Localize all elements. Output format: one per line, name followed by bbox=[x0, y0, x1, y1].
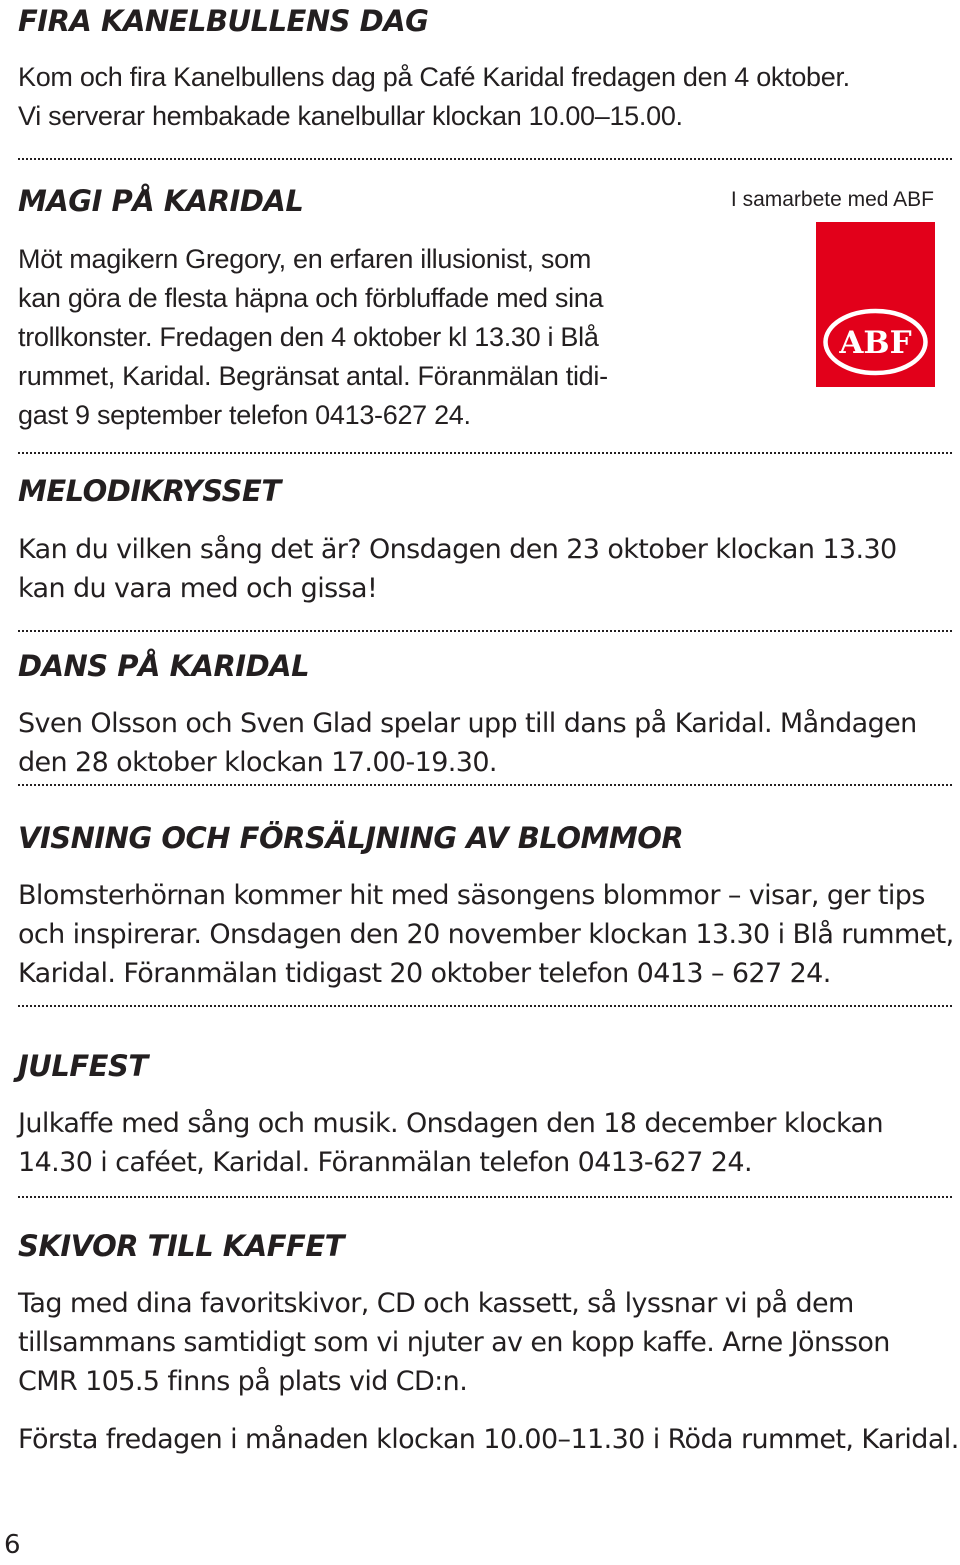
section-heading-melodikrysset: MELODIKRYSSET bbox=[18, 474, 281, 508]
body-line: Julkaffe med sång och musik. Onsdagen den 18 december klockan bbox=[18, 1108, 884, 1139]
body-line: Vi serverar hembakade kanelbullar klockan 10.00–15.00. bbox=[18, 101, 683, 131]
body-line: och inspirerar. Onsdagen den 20 november klockan 13.30 i Blå rummet, bbox=[18, 919, 954, 950]
body-line: tillsammans samtidigt som vi njuter av en kopp kaffe. Arne Jönsson bbox=[18, 1327, 890, 1358]
section-heading-blommor: VISNING OCH FÖRSÄLJNING AV BLOMMOR bbox=[18, 821, 684, 855]
body-line: kan göra de flesta häpna och förbluffade med sina bbox=[18, 283, 604, 313]
body-line: kan du vara med och gissa! bbox=[18, 573, 378, 604]
abf-logo bbox=[816, 222, 935, 387]
dotted-divider bbox=[18, 630, 952, 632]
section-heading-magi: MAGI PÅ KARIDAL bbox=[18, 184, 304, 218]
body-line: Sven Olsson och Sven Glad spelar upp till dans på Karidal. Måndagen bbox=[18, 708, 917, 739]
abf-logo-background bbox=[816, 222, 935, 387]
section-body-melodikrysset bbox=[18, 530, 897, 608]
body-line: rummet, Karidal. Begränsat antal. Föranmälan tidi- bbox=[18, 361, 608, 391]
body-line: trollkonster. Fredagen den 4 oktober kl 13.30 i Blå bbox=[18, 322, 599, 352]
section-heading-julfest: JULFEST bbox=[18, 1049, 148, 1083]
body-line: Tag med dina favoritskivor, CD och kassett, så lyssnar vi på dem bbox=[18, 1288, 854, 1319]
body-line: 14.30 i caféet, Karidal. Föranmälan telefon 0413-627 24. bbox=[18, 1147, 752, 1178]
section-body-skivor bbox=[18, 1284, 890, 1401]
dotted-divider bbox=[18, 452, 952, 454]
body-line: CMR 105.5 finns på plats vid CD:n. bbox=[18, 1366, 468, 1397]
section-body-kanelbullens-dag bbox=[18, 58, 850, 136]
section-extra-line-skivor: Första fredagen i månaden klockan 10.00–11.30 i Röda rummet, Karidal. bbox=[18, 1424, 959, 1455]
body-line: gast 9 september telefon 0413-627 24. bbox=[18, 400, 471, 430]
section-body-magi bbox=[18, 240, 608, 435]
page-number: 6 bbox=[4, 1530, 21, 1560]
section-heading-dans: DANS PÅ KARIDAL bbox=[18, 649, 310, 683]
dotted-divider bbox=[18, 1005, 952, 1007]
dotted-divider bbox=[18, 158, 952, 160]
dotted-divider bbox=[18, 784, 952, 786]
section-heading-skivor: SKIVOR TILL KAFFET bbox=[18, 1229, 344, 1263]
section-heading-kanelbullens-dag: FIRA KANELBULLENS DAG bbox=[18, 4, 429, 38]
section-body-dans bbox=[18, 704, 917, 782]
body-line: Möt magikern Gregory, en erfaren illusionist, som bbox=[18, 244, 592, 274]
body-line: Blomsterhörnan kommer hit med säsongens blommor – visar, ger tips bbox=[18, 880, 925, 911]
partner-caption: I samarbete med ABF bbox=[730, 188, 934, 211]
body-line: Kan du vilken sång det är? Onsdagen den 23 oktober klockan 13.30 bbox=[18, 534, 897, 565]
abf-logo-text: ABF bbox=[839, 325, 912, 361]
body-line: Karidal. Föranmälan tidigast 20 oktober telefon 0413 – 627 24. bbox=[18, 958, 831, 989]
section-body-julfest bbox=[18, 1104, 883, 1182]
section-body-blommor bbox=[18, 876, 954, 993]
body-line: Kom och fira Kanelbullens dag på Café Karidal fredagen den 4 oktober. bbox=[18, 62, 850, 92]
body-line: den 28 oktober klockan 17.00-19.30. bbox=[18, 747, 497, 778]
dotted-divider bbox=[18, 1196, 952, 1198]
